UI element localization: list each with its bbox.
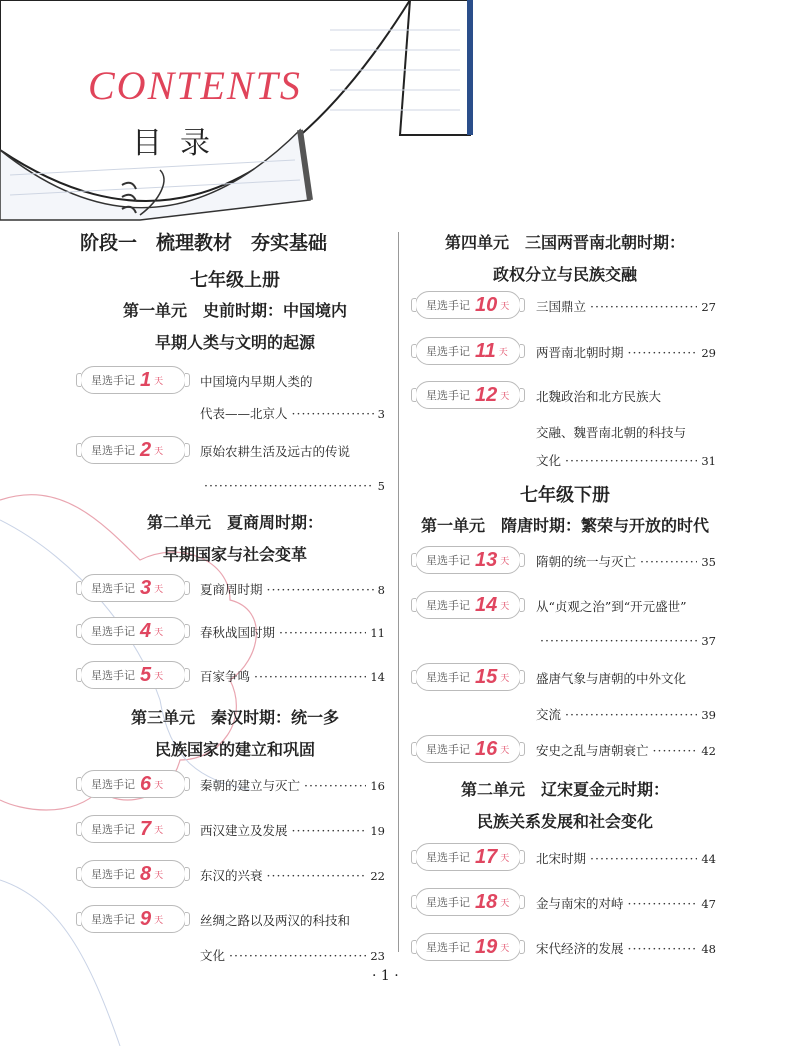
day-badge: 星选手记 6 天: [80, 770, 186, 798]
toc-entry[interactable]: 东汉的兴衰 ····· 22: [200, 866, 385, 884]
day-badge: 星选手记 7 天: [80, 815, 186, 843]
toc-entry[interactable]: 安史之乱与唐朝衰亡 ····· 42: [536, 741, 716, 759]
toc-entry[interactable]: 三国鼎立 ····· 27: [536, 297, 716, 315]
day-badge: 星选手记 11 天: [415, 337, 521, 365]
toc-entry[interactable]: 西汉建立及发展 ····· 19: [200, 821, 385, 839]
grade-heading-right: 七年级下册: [520, 485, 610, 506]
toc-entry[interactable]: 金与南宋的对峙 ····· 47: [536, 894, 716, 912]
toc-entry[interactable]: 百家争鸣 ····· 14: [200, 667, 385, 685]
page-number: · 1 ·: [372, 968, 399, 984]
day-badge: 星选手记 17 天: [415, 843, 521, 871]
toc-entry[interactable]: 宋代经济的发展 ····· 48: [536, 939, 716, 957]
toc-entry[interactable]: 夏商周时期 ····· 8: [200, 580, 385, 598]
day-badge: 星选手记 12 天: [415, 381, 521, 409]
unit-heading: 早期国家与社会变革: [162, 545, 307, 564]
unit-heading: 民族国家的建立和巩固: [154, 740, 315, 759]
day-badge: 星选手记 15 天: [415, 663, 521, 691]
toc-entry[interactable]: 隋朝的统一与灭亡 ····· 35: [536, 552, 716, 570]
unit-heading: 第四单元 三国两晋南北朝时期：: [444, 233, 685, 252]
mulu-title: 目录: [132, 126, 228, 161]
toc-entry[interactable]: 文化 ····· 31: [536, 451, 716, 469]
day-badge: 星选手记 16 天: [415, 735, 521, 763]
day-badge: 星选手记 14 天: [415, 591, 521, 619]
column-divider: [398, 232, 399, 952]
toc-entry[interactable]: 两晋南北朝时期 ····· 29: [536, 343, 716, 361]
day-badge: 星选手记 8 天: [80, 860, 186, 888]
day-badge: 星选手记 13 天: [415, 546, 521, 574]
day-badge: 星选手记 2 天: [80, 436, 186, 464]
day-badge: 星选手记 19 天: [415, 933, 521, 961]
toc-entry[interactable]: 丝绸之路以及两汉的科技和: [200, 913, 351, 928]
day-badge: 星选手记 1 天: [80, 366, 186, 394]
unit-heading: 第二单元 夏商周时期：: [146, 513, 323, 532]
toc-entry[interactable]: 北魏政治和北方民族大: [536, 389, 662, 404]
toc-entry[interactable]: 原始农耕生活及远古的传说: [200, 444, 351, 459]
grade-heading-left: 七年级上册: [190, 270, 280, 291]
day-badge: 星选手记 10 天: [415, 291, 521, 319]
toc-entry[interactable]: 春秋战国时期 ····· 11: [200, 623, 385, 641]
toc-entry[interactable]: 交融、魏晋南北朝的科技与: [536, 425, 687, 440]
unit-heading: 第三单元 秦汉时期：统一多: [130, 708, 339, 727]
toc-entry[interactable]: ····· 37: [536, 633, 716, 648]
unit-heading: 第一单元 史前时期：中国境内: [122, 301, 347, 320]
unit-heading: 民族关系发展和社会变化: [476, 812, 653, 831]
unit-heading: 第二单元 辽宋夏金元时期：: [460, 780, 669, 799]
unit-heading: 政权分立与民族交融: [492, 265, 637, 284]
toc-entry[interactable]: 从“贞观之治”到“开元盛世”: [536, 599, 687, 614]
day-badge: 星选手记 9 天: [80, 905, 186, 933]
toc-entry[interactable]: 盛唐气象与唐朝的中外文化: [536, 671, 687, 686]
toc-entry[interactable]: 代表——北京人 ····· 3: [200, 404, 385, 422]
toc-entry[interactable]: 文化 ····· 23: [200, 946, 385, 964]
toc-entry[interactable]: 北宋时期 ····· 44: [536, 849, 716, 867]
toc-entry[interactable]: ····· 5: [200, 478, 385, 493]
day-badge: 星选手记 4 天: [80, 617, 186, 645]
contents-title: CONTENTS: [88, 63, 302, 108]
toc-entry[interactable]: 中国境内早期人类的: [200, 374, 313, 389]
unit-heading: 第一单元 隋唐时期：繁荣与开放的时代: [420, 516, 709, 535]
day-badge: 星选手记 5 天: [80, 661, 186, 689]
day-badge: 星选手记 3 天: [80, 574, 186, 602]
day-badge: 星选手记 18 天: [415, 888, 521, 916]
toc-entry[interactable]: 交流 ····· 39: [536, 705, 716, 723]
toc-entry[interactable]: 秦朝的建立与灭亡 ····· 16: [200, 776, 385, 794]
unit-heading: 早期人类与文明的起源: [154, 333, 315, 352]
stage-title: 阶段一 梳理教材 夯实基础: [80, 232, 328, 254]
